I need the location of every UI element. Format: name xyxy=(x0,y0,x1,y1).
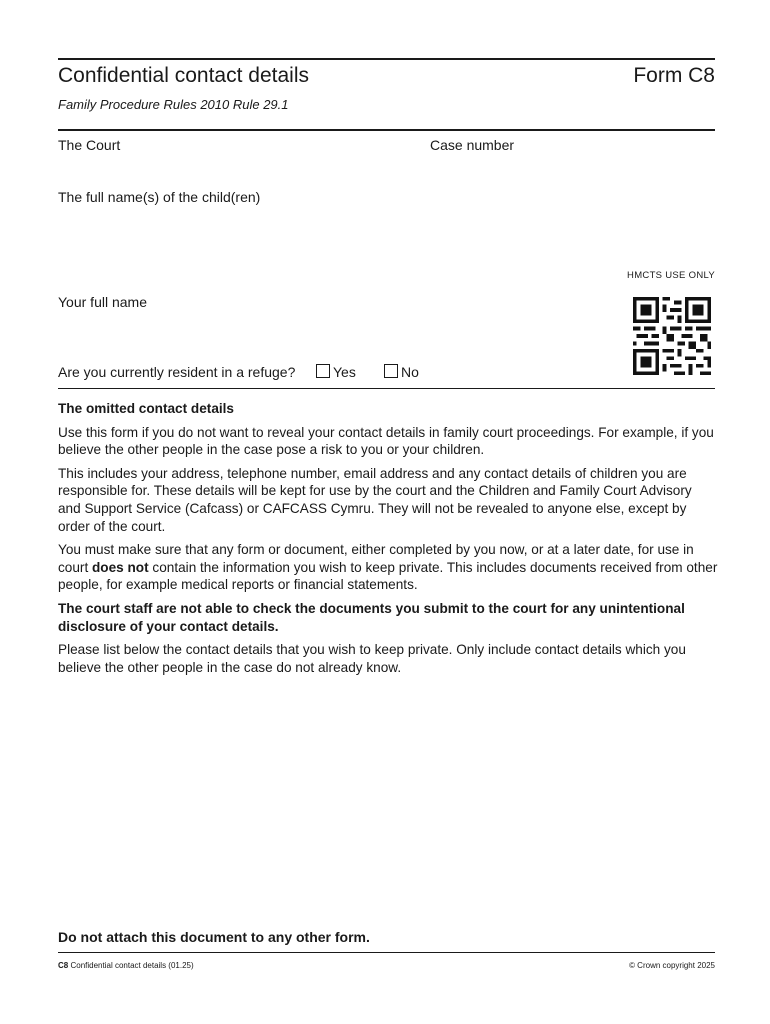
checkbox-icon[interactable] xyxy=(316,364,330,378)
omitted-details-section xyxy=(58,400,718,682)
top-rule xyxy=(58,58,715,60)
paragraph-5: Please list below the contact details that you wish to keep private. Only include contact details which you believe the other people in the case do not already know. xyxy=(58,642,686,675)
footer-form-info xyxy=(58,961,194,970)
section-heading: The omitted contact details xyxy=(58,401,234,416)
page-title: Confidential contact details xyxy=(58,64,309,87)
no-attach-notice: Do not attach this document to any other form. xyxy=(58,929,370,945)
your-name-label: Your full name xyxy=(58,294,147,310)
court-label: The Court xyxy=(58,137,121,153)
paragraph-3-start: You must make sure that any form or document, either completed by you now, or at a later date, for use in court xyxy=(58,542,694,575)
paragraph-3-emphasis: does not xyxy=(92,559,149,575)
children-names-label: The full name(s) of the child(ren) xyxy=(58,189,261,205)
hmcts-use-only: HMCTS USE ONLY xyxy=(627,270,715,281)
header-rule xyxy=(58,129,715,131)
footer-rule xyxy=(58,952,715,953)
footer-copyright: © Crown copyright 2025 xyxy=(629,961,715,970)
paragraph-2: This includes your address, telephone number, email address and any contact details of children you are responsible for. These details will be kept for use by the court and the Children and Family Court Advisory and Support Service (Cafcass) or CAFCASS Cymru. They will not be revealed to anyone else, except by order of the court. xyxy=(58,465,692,534)
refuge-no-label: No xyxy=(401,364,419,380)
form-number: Form C8 xyxy=(633,64,715,87)
refuge-yes-option[interactable] xyxy=(316,364,356,380)
refuge-yes-label: Yes xyxy=(333,364,356,380)
refuge-question: Are you currently resident in a refuge? xyxy=(58,364,296,380)
paragraph-3-end: contain the information you wish to keep private. This includes documents received from other people, for example medical reports or financial statements. xyxy=(58,559,718,593)
paragraph-1: Use this form if you do not want to reveal your contact details in family court proceedings. For example, if you believe the other people in the case pose a risk to you or your children. xyxy=(58,424,714,458)
qr-code-icon xyxy=(630,297,714,375)
case-number-label: Case number xyxy=(430,137,515,153)
footer-form-code: C8 xyxy=(58,961,69,970)
paragraph-4-warning: The court staff are not able to check the documents you submit to the court for any unintentional disclosure of your contact details. xyxy=(58,600,685,634)
page-subtitle: Family Procedure Rules 2010 Rule 29.1 xyxy=(58,97,289,112)
refuge-question-row xyxy=(58,364,419,380)
checkbox-icon[interactable] xyxy=(384,364,398,378)
refuge-no-option[interactable] xyxy=(384,364,419,380)
paragraph-3 xyxy=(58,541,718,594)
footer-form-desc: Confidential contact details (01.25) xyxy=(70,961,194,970)
section-rule xyxy=(58,388,715,389)
